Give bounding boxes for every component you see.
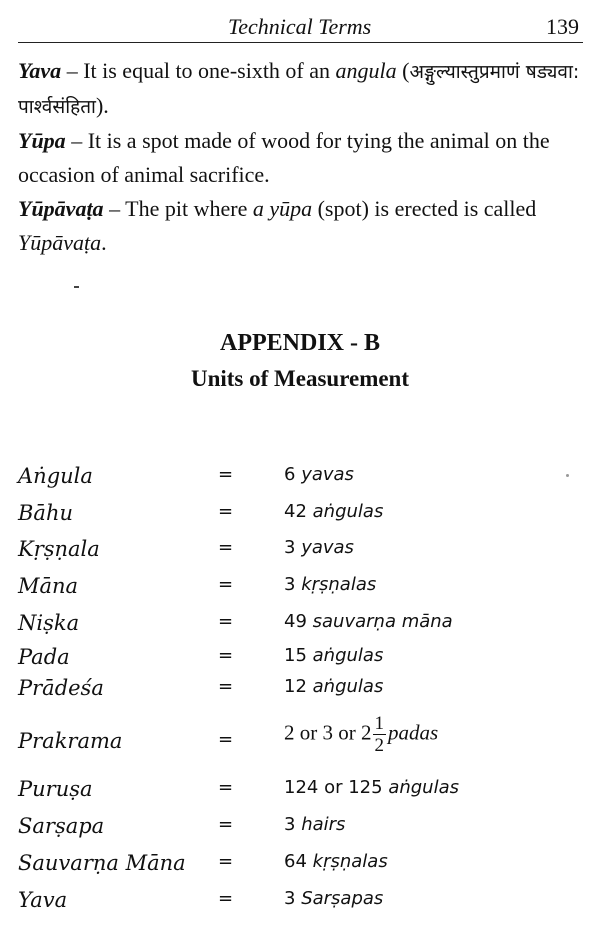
term-dash: – xyxy=(103,196,126,221)
unit-row xyxy=(0,645,600,677)
glossary-entries xyxy=(18,54,583,260)
unit-row xyxy=(0,713,600,761)
equals-sign: = xyxy=(218,814,234,835)
definition-text: ). xyxy=(95,93,109,118)
unit-value xyxy=(284,851,388,872)
unit-row xyxy=(0,611,600,643)
unit-unit: aṅgulas xyxy=(312,645,384,666)
unit-unit: sauvarṇa māna xyxy=(312,611,453,632)
unit-row xyxy=(0,851,600,883)
unit-name: Prādeśa xyxy=(18,676,104,700)
unit-name: Aṅgula xyxy=(18,464,93,488)
page-number: 139 xyxy=(546,14,579,39)
equals-sign: = xyxy=(218,537,234,558)
unit-row xyxy=(0,464,600,496)
definition-italic: Yūpāvaṭa xyxy=(18,230,102,255)
definition-italic: angula xyxy=(335,58,397,83)
unit-unit: aṅgulas xyxy=(388,777,459,798)
unit-amount: 12 xyxy=(284,676,307,697)
unit-value xyxy=(284,574,376,595)
glossary-entry-yupavata xyxy=(18,192,583,260)
unit-unit: aṅgulas xyxy=(312,676,384,697)
unit-value xyxy=(284,611,453,632)
equals-sign: = xyxy=(218,729,234,750)
unit-unit: yavas xyxy=(301,537,354,558)
unit-name: Sauvarṇa Māna xyxy=(18,851,186,875)
unit-name: Niṣka xyxy=(18,611,80,635)
equals-sign: = xyxy=(218,501,234,522)
unit-name: Puruṣa xyxy=(18,777,93,801)
unit-name: Yava xyxy=(18,888,68,912)
unit-amount: 64 xyxy=(284,851,307,872)
definition-text: . xyxy=(101,230,107,255)
glossary-entry-yupa xyxy=(18,124,583,192)
equals-sign: = xyxy=(218,464,234,485)
stray-print-mark xyxy=(74,286,79,288)
unit-value xyxy=(284,464,354,485)
unit-amount: 3 xyxy=(284,574,296,595)
unit-value xyxy=(284,888,383,909)
glossary-term: Yava xyxy=(18,58,62,83)
unit-amount: 124 or 125 xyxy=(284,777,383,798)
unit-amount: 15 xyxy=(284,645,307,666)
unit-value xyxy=(284,814,345,835)
equals-sign: = xyxy=(218,676,234,697)
definition-text: ( xyxy=(396,58,410,83)
unit-unit: kṛṣṇalas xyxy=(312,851,388,872)
fraction-denominator: 2 xyxy=(374,735,384,756)
unit-row xyxy=(0,888,600,920)
unit-value xyxy=(284,714,438,755)
definition-text: (spot) is erected is called xyxy=(312,196,537,221)
definition-text: It is equal to one-sixth of an xyxy=(83,58,336,83)
unit-row xyxy=(0,537,600,569)
fraction-numerator: 1 xyxy=(374,713,384,734)
appendix-subheading: Units of Measurement xyxy=(190,366,410,391)
term-dash: – xyxy=(65,128,88,153)
fraction-half xyxy=(373,714,387,755)
unit-value xyxy=(284,676,383,697)
equals-sign: = xyxy=(218,851,234,872)
equals-sign: = xyxy=(218,888,234,909)
term-dash: – xyxy=(61,58,84,83)
unit-amount: 6 xyxy=(284,464,296,485)
running-header xyxy=(18,8,583,43)
unit-amount: 3 xyxy=(284,888,296,909)
unit-amount: 2 or 3 or 2 xyxy=(284,720,372,745)
appendix-heading: APPENDIX - B xyxy=(220,330,380,356)
glossary-entry-yava xyxy=(18,54,583,124)
unit-value xyxy=(284,537,354,558)
unit-amount: 42 xyxy=(284,501,307,522)
unit-amount: 3 xyxy=(284,814,296,835)
unit-row xyxy=(0,501,600,533)
definition-text: It is a spot made of wood for tying the animal on the occasion of animal sacrifice. xyxy=(18,128,550,187)
unit-row xyxy=(0,574,600,606)
unit-amount: 49 xyxy=(284,611,307,632)
unit-row xyxy=(0,777,600,809)
unit-unit: padas xyxy=(388,720,439,745)
stray-print-dot xyxy=(566,474,569,477)
unit-name: Pada xyxy=(18,645,70,669)
unit-amount: 3 xyxy=(284,537,296,558)
unit-value xyxy=(284,777,459,798)
unit-name: Prakrama xyxy=(18,729,123,753)
unit-unit: hairs xyxy=(301,814,346,835)
equals-sign: = xyxy=(218,777,234,798)
definition-text: The pit where xyxy=(125,196,253,221)
unit-row xyxy=(0,676,600,708)
running-title: Technical Terms xyxy=(228,14,372,39)
equals-sign: = xyxy=(218,611,234,632)
unit-value xyxy=(284,645,383,666)
unit-name: Māna xyxy=(18,574,79,598)
unit-unit: aṅgulas xyxy=(312,501,384,522)
unit-unit: yavas xyxy=(301,464,354,485)
equals-sign: = xyxy=(218,574,234,595)
unit-name: Sarṣapa xyxy=(18,814,105,838)
unit-name: Bāhu xyxy=(18,501,74,525)
glossary-term: Yūpa xyxy=(18,128,66,153)
definition-italic: a yūpa xyxy=(252,196,313,221)
unit-value xyxy=(284,501,383,522)
equals-sign: = xyxy=(218,645,234,666)
unit-unit: kṛṣṇalas xyxy=(301,574,377,595)
unit-unit: Sarṣapas xyxy=(301,888,384,909)
glossary-term: Yūpāvaṭa xyxy=(18,196,104,221)
unit-name: Kṛṣṇala xyxy=(18,537,100,561)
unit-row xyxy=(0,814,600,846)
sanskrit-quote: अङ्गुल्यास्तुप्रमाणं षड्यवा: पार्श्वसंहिता xyxy=(18,61,580,118)
